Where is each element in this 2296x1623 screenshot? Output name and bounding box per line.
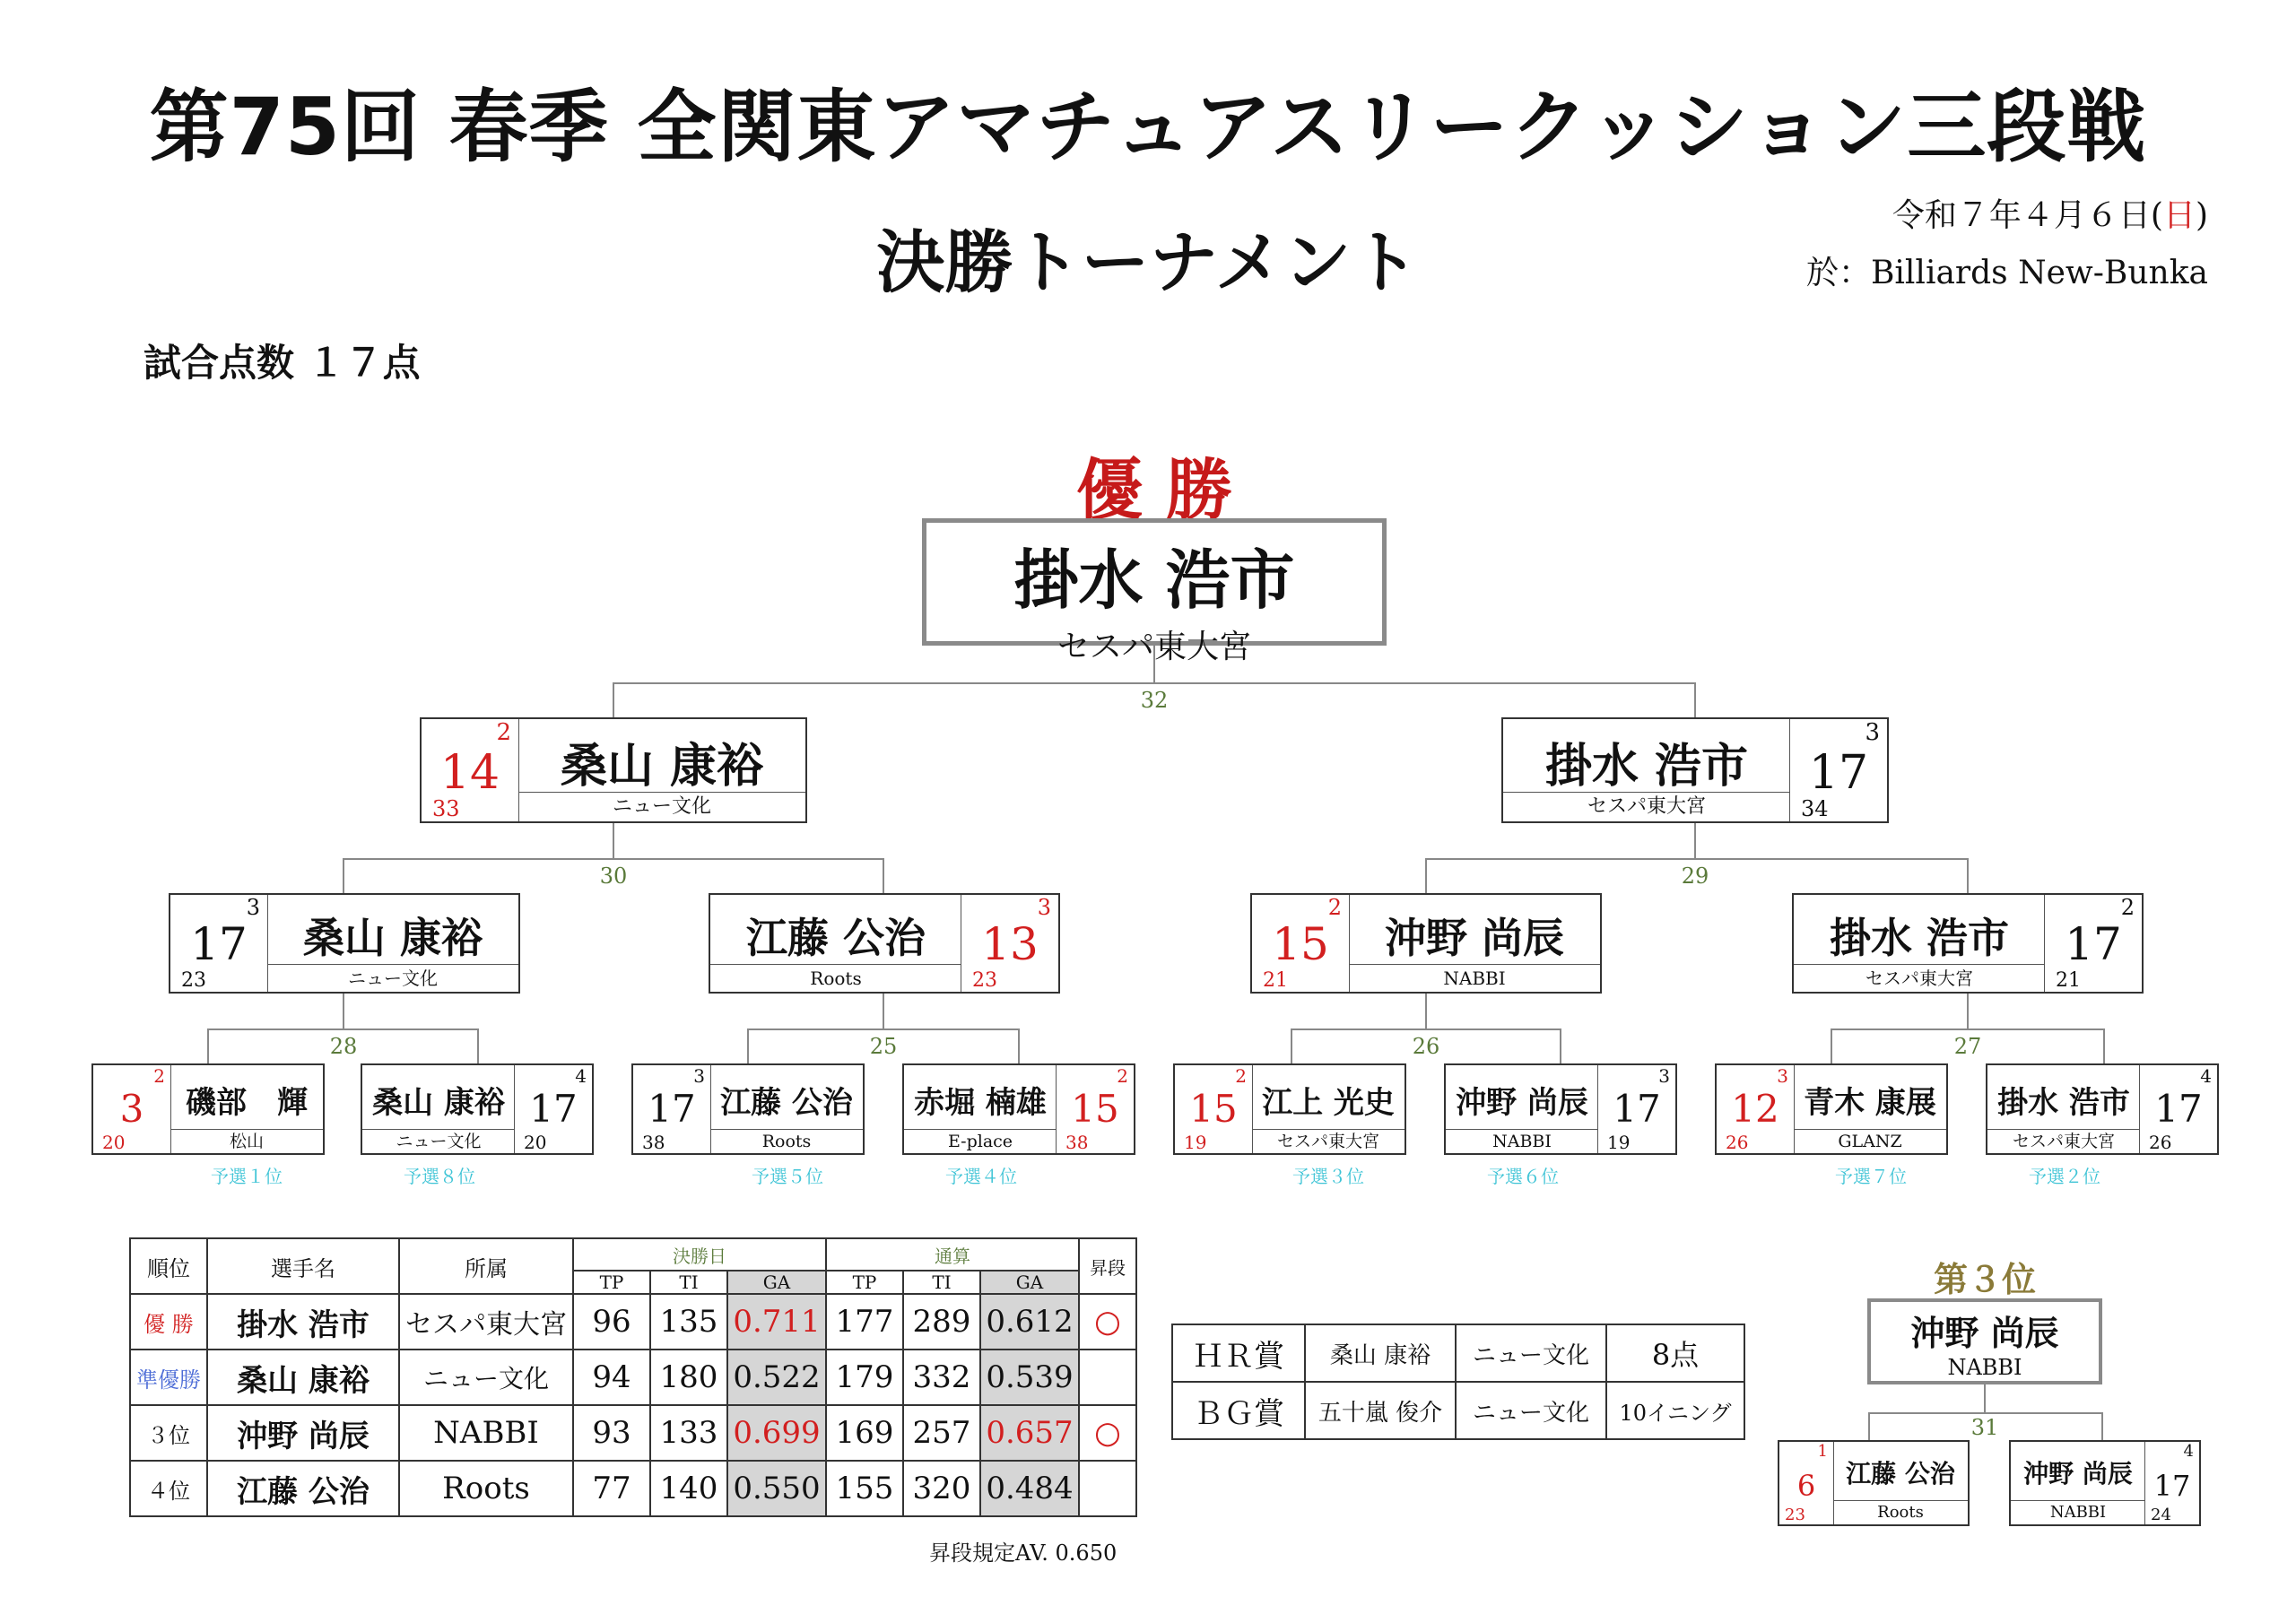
ti: 1 bbox=[1817, 1442, 1828, 1461]
innings: 26 bbox=[2149, 1132, 2172, 1153]
final-right-box bbox=[1501, 717, 1889, 823]
award-name: ＢＧ賞 bbox=[1172, 1382, 1305, 1439]
ti: 2 bbox=[1327, 895, 1342, 920]
player-club: NABBI bbox=[1446, 1129, 1598, 1153]
col-tp: TP bbox=[573, 1271, 650, 1294]
col-total-ga: GA bbox=[980, 1271, 1079, 1294]
innings: 23 bbox=[972, 969, 997, 992]
col-total-tp: TP bbox=[826, 1271, 903, 1294]
total-ga: 0.657 bbox=[980, 1405, 1079, 1461]
tp: 94 bbox=[573, 1350, 650, 1405]
player-club: ニュー文化 bbox=[267, 964, 518, 992]
r1-box-4 bbox=[902, 1063, 1135, 1155]
score: 17 bbox=[2065, 918, 2122, 970]
innings: 38 bbox=[1065, 1132, 1089, 1153]
total-tp: 169 bbox=[826, 1405, 903, 1461]
promo-mark: ○ bbox=[1079, 1405, 1136, 1461]
match-label-27: 27 bbox=[1953, 1034, 1982, 1059]
seed-label: 予選３位 bbox=[1292, 1166, 1364, 1187]
ti: 3 bbox=[693, 1065, 705, 1087]
match-label-32: 32 bbox=[1140, 688, 1169, 713]
semi-box-1 bbox=[169, 893, 520, 994]
award-row bbox=[1172, 1324, 1744, 1382]
col-ti: TI bbox=[650, 1271, 727, 1294]
award-club: ニュー文化 bbox=[1456, 1382, 1606, 1439]
final-left-box bbox=[420, 717, 807, 823]
total-ga: 0.539 bbox=[980, 1350, 1079, 1405]
player-name: 青木 康展 bbox=[1804, 1085, 1936, 1121]
innings: 38 bbox=[642, 1132, 665, 1153]
score: 15 bbox=[1189, 1087, 1238, 1131]
player-name: 磯部 輝 bbox=[186, 1085, 308, 1121]
player-name: 沖野 尚辰 bbox=[2023, 1459, 2133, 1488]
total-ga: 0.484 bbox=[980, 1461, 1079, 1516]
r1-box-2 bbox=[361, 1063, 594, 1155]
total-ga: 0.612 bbox=[980, 1294, 1079, 1350]
innings: 19 bbox=[1184, 1132, 1207, 1153]
player-club: セスパ東大宮 bbox=[1252, 1129, 1405, 1153]
score: 6 bbox=[1796, 1469, 1816, 1503]
award-club: ニュー文化 bbox=[1456, 1324, 1606, 1382]
player-name: 江藤 公治 bbox=[720, 1085, 853, 1121]
match-label-30: 30 bbox=[599, 864, 628, 889]
club: ニュー文化 bbox=[399, 1350, 573, 1405]
total-ti: 332 bbox=[903, 1350, 980, 1405]
innings: 19 bbox=[1607, 1132, 1631, 1153]
col-total-ti: TI bbox=[903, 1271, 980, 1294]
score-cell bbox=[1056, 1065, 1134, 1153]
score-cell bbox=[1779, 1442, 1834, 1524]
col-final-day: 決勝日 bbox=[573, 1238, 826, 1271]
player-name: 掛水 浩市 bbox=[1997, 1085, 2130, 1121]
score-cell bbox=[2044, 895, 2142, 992]
date-day: 日 bbox=[2162, 197, 2196, 234]
ga: 0.522 bbox=[727, 1350, 826, 1405]
ti: 4 bbox=[575, 1065, 587, 1087]
tp: 93 bbox=[573, 1405, 650, 1461]
score: 17 bbox=[529, 1087, 578, 1131]
rank: 準優勝 bbox=[130, 1350, 207, 1405]
player: 掛水 浩市 bbox=[207, 1294, 399, 1350]
score-cell bbox=[633, 1065, 711, 1153]
score-cell bbox=[1597, 1065, 1675, 1153]
third-place-heading: 第３位 bbox=[1933, 1259, 2036, 1299]
score: 3 bbox=[119, 1087, 144, 1131]
score: 17 bbox=[2153, 1469, 2191, 1503]
page-subtitle: 決勝トーナメント bbox=[876, 222, 1420, 302]
seed-label: 予選８位 bbox=[404, 1166, 475, 1187]
third-place-name: 沖野 尚辰 bbox=[1910, 1314, 2059, 1353]
player-club: NABBI bbox=[2011, 1500, 2145, 1524]
innings: 23 bbox=[1785, 1506, 1805, 1524]
innings: 26 bbox=[1726, 1132, 1749, 1153]
r1-box-8 bbox=[1986, 1063, 2219, 1155]
score-cell bbox=[514, 1065, 592, 1153]
club: セスパ東大宮 bbox=[399, 1294, 573, 1350]
rank: ４位 bbox=[130, 1461, 207, 1516]
score-cell bbox=[2144, 1442, 2199, 1524]
score: 17 bbox=[1808, 746, 1869, 800]
champion-club: セスパ東大宮 bbox=[1057, 629, 1251, 665]
player-club: E-place bbox=[904, 1129, 1057, 1153]
innings: 24 bbox=[2151, 1506, 2171, 1524]
player-club: GLANZ bbox=[1794, 1129, 1946, 1153]
player-name: 掛水 浩市 bbox=[1544, 740, 1749, 794]
third-match-right-box bbox=[2009, 1440, 2201, 1526]
third-match-left-box bbox=[1778, 1440, 1970, 1526]
ti: 135 bbox=[650, 1294, 727, 1350]
match-label-29: 29 bbox=[1681, 864, 1709, 889]
player-club: ニュー文化 bbox=[362, 1129, 515, 1153]
player-name: 江上 光史 bbox=[1262, 1085, 1395, 1121]
ti: 2 bbox=[496, 719, 511, 746]
award-row bbox=[1172, 1382, 1744, 1439]
innings: 21 bbox=[2056, 969, 2081, 992]
final-right-score-cell bbox=[1789, 719, 1887, 821]
seed-label: 予選４位 bbox=[945, 1166, 1017, 1187]
results-table bbox=[129, 1237, 1137, 1517]
r1-box-1 bbox=[91, 1063, 325, 1155]
table-row bbox=[130, 1405, 1136, 1461]
seed-label: 予選５位 bbox=[752, 1166, 823, 1187]
date-text: 令和７年４月６日( bbox=[1892, 197, 2163, 234]
score: 17 bbox=[1613, 1087, 1661, 1131]
col-total: 通算 bbox=[826, 1238, 1079, 1271]
total-ti: 289 bbox=[903, 1294, 980, 1350]
rank: ３位 bbox=[130, 1405, 207, 1461]
ti: 3 bbox=[1037, 895, 1051, 920]
third-place-box bbox=[1867, 1298, 2102, 1384]
ti: 2 bbox=[1235, 1065, 1247, 1087]
rank: 優 勝 bbox=[130, 1294, 207, 1350]
score: 15 bbox=[1272, 918, 1329, 970]
score: 12 bbox=[1731, 1087, 1779, 1131]
score-cell bbox=[2139, 1065, 2217, 1153]
semi-box-2 bbox=[709, 893, 1060, 994]
award-name: ＨＲ賞 bbox=[1172, 1324, 1305, 1382]
score: 15 bbox=[1071, 1087, 1119, 1131]
score-cell bbox=[1175, 1065, 1253, 1153]
promo-mark: ○ bbox=[1079, 1294, 1136, 1350]
player: 江藤 公治 bbox=[207, 1461, 399, 1516]
innings: 23 bbox=[181, 969, 206, 992]
ga: 0.699 bbox=[727, 1405, 826, 1461]
champion-heading: 優勝 bbox=[1076, 452, 1256, 529]
date-close: ) bbox=[2195, 197, 2208, 234]
player-club: NABBI bbox=[1349, 964, 1600, 992]
total-tp: 179 bbox=[826, 1350, 903, 1405]
total-tp: 155 bbox=[826, 1461, 903, 1516]
score-cell bbox=[961, 895, 1058, 992]
player-club: 松山 bbox=[170, 1129, 323, 1153]
player-club: セスパ東大宮 bbox=[1794, 964, 2045, 992]
match-label-25: 25 bbox=[869, 1034, 898, 1059]
player-name: 江藤 公治 bbox=[1846, 1459, 1955, 1488]
col-player: 選手名 bbox=[207, 1238, 399, 1294]
score-cell bbox=[1717, 1065, 1795, 1153]
r1-box-5 bbox=[1173, 1063, 1406, 1155]
event-venue: 於：Billiards New-Bunka bbox=[1805, 255, 2208, 291]
promotion-average-note: 昇段規定AV. 0.650 bbox=[929, 1541, 1118, 1566]
score-cell bbox=[93, 1065, 171, 1153]
seed-label: 予選２位 bbox=[2029, 1166, 2100, 1187]
player-name: 桑山 康裕 bbox=[372, 1085, 505, 1121]
ti: 4 bbox=[2200, 1065, 2212, 1087]
ti: 4 bbox=[2183, 1442, 2194, 1461]
player-club: セスパ東大宮 bbox=[1987, 1129, 2140, 1153]
player-club: Roots bbox=[710, 1129, 863, 1153]
table-row bbox=[130, 1350, 1136, 1405]
page-title: 第75回 春季 全関東アマチュアスリークッション三段戦 bbox=[149, 81, 2147, 173]
score: 13 bbox=[981, 918, 1039, 970]
score: 17 bbox=[648, 1087, 696, 1131]
seed-label: 予選７位 bbox=[1835, 1166, 1907, 1187]
ti: 3 bbox=[1865, 719, 1880, 746]
award-value: 8点 bbox=[1606, 1324, 1744, 1382]
total-ti: 320 bbox=[903, 1461, 980, 1516]
player: 桑山 康裕 bbox=[207, 1350, 399, 1405]
r1-box-3 bbox=[631, 1063, 865, 1155]
player-name: 赤堀 楠雄 bbox=[914, 1085, 1047, 1121]
ti: 140 bbox=[650, 1461, 727, 1516]
score: 14 bbox=[439, 746, 500, 800]
tp: 96 bbox=[573, 1294, 650, 1350]
ti: 180 bbox=[650, 1350, 727, 1405]
total-tp: 177 bbox=[826, 1294, 903, 1350]
final-left-score-cell bbox=[422, 719, 519, 821]
player-club: ニュー文化 bbox=[518, 792, 805, 821]
r1-box-6 bbox=[1444, 1063, 1677, 1155]
ti: 133 bbox=[650, 1405, 727, 1461]
seed-label: 予選６位 bbox=[1487, 1166, 1559, 1187]
ti: 3 bbox=[246, 895, 260, 920]
ga: 0.711 bbox=[727, 1294, 826, 1350]
ti: 2 bbox=[2120, 895, 2135, 920]
table-row bbox=[130, 1294, 1136, 1350]
player-name: 江藤 公治 bbox=[745, 914, 926, 962]
col-promo: 昇段 bbox=[1079, 1238, 1136, 1294]
match-points: 試合点数 １７点 bbox=[144, 341, 421, 385]
champion-name: 掛水 浩市 bbox=[1013, 542, 1295, 618]
award-player: 五十嵐 俊介 bbox=[1305, 1382, 1456, 1439]
third-place-club: NABBI bbox=[1947, 1355, 2022, 1380]
score: 17 bbox=[2154, 1087, 2203, 1131]
ti: 2 bbox=[153, 1065, 165, 1087]
semi-box-4 bbox=[1792, 893, 2144, 994]
club: NABBI bbox=[399, 1405, 573, 1461]
player-club: セスパ東大宮 bbox=[1503, 792, 1790, 821]
match-label-26: 26 bbox=[1412, 1034, 1440, 1059]
table-row bbox=[130, 1461, 1136, 1516]
award-player: 桑山 康裕 bbox=[1305, 1324, 1456, 1382]
innings: 34 bbox=[1801, 796, 1829, 821]
score-cell bbox=[1252, 895, 1350, 992]
score: 17 bbox=[190, 918, 248, 970]
col-rank: 順位 bbox=[130, 1238, 207, 1294]
awards-table bbox=[1171, 1324, 1745, 1440]
ti: 3 bbox=[1777, 1065, 1788, 1087]
col-club: 所属 bbox=[399, 1238, 573, 1294]
innings: 21 bbox=[1263, 969, 1288, 992]
player-name: 桑山 康裕 bbox=[560, 740, 764, 794]
match-label-28: 28 bbox=[329, 1034, 358, 1059]
ga: 0.550 bbox=[727, 1461, 826, 1516]
ti: 3 bbox=[1658, 1065, 1670, 1087]
promo-mark bbox=[1079, 1461, 1136, 1516]
semi-box-3 bbox=[1250, 893, 1602, 994]
seed-label: 予選１位 bbox=[211, 1166, 283, 1187]
innings: 20 bbox=[102, 1132, 126, 1153]
player-name: 沖野 尚辰 bbox=[1384, 914, 1564, 962]
player-club: Roots bbox=[710, 964, 961, 992]
ti: 2 bbox=[1117, 1065, 1128, 1087]
player: 沖野 尚辰 bbox=[207, 1405, 399, 1461]
match-label-31: 31 bbox=[1970, 1415, 1999, 1440]
player-club: Roots bbox=[1833, 1500, 1968, 1524]
innings: 33 bbox=[432, 796, 460, 821]
player-name: 掛水 浩市 bbox=[1829, 914, 2009, 962]
promo-mark bbox=[1079, 1350, 1136, 1405]
score-cell bbox=[170, 895, 268, 992]
player-name: 桑山 康裕 bbox=[302, 914, 483, 962]
tp: 77 bbox=[573, 1461, 650, 1516]
total-ti: 257 bbox=[903, 1405, 980, 1461]
col-ga: GA bbox=[727, 1271, 826, 1294]
player-name: 沖野 尚辰 bbox=[1456, 1085, 1588, 1121]
award-value: 10イニング bbox=[1606, 1382, 1744, 1439]
club: Roots bbox=[399, 1461, 573, 1516]
innings: 20 bbox=[524, 1132, 547, 1153]
r1-box-7 bbox=[1715, 1063, 1948, 1155]
